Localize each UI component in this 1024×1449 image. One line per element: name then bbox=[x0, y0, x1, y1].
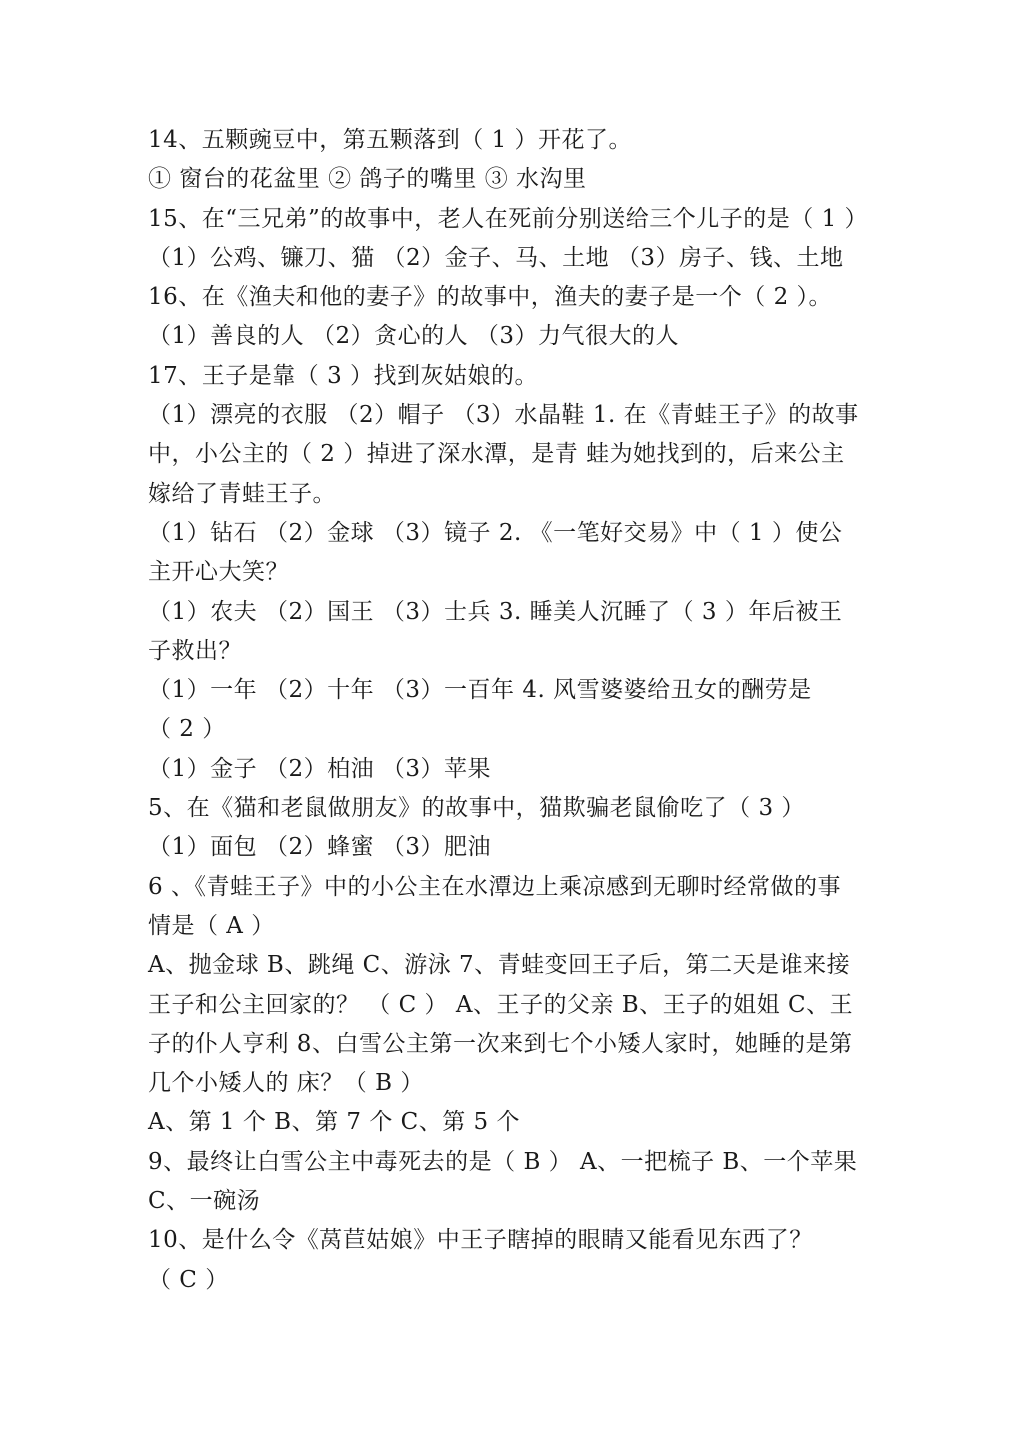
text-line: 16、在《渔夫和他的妻子》的故事中，渔夫的妻子是一个（ 2 ）。 bbox=[148, 284, 833, 311]
text-line: （ C ） bbox=[148, 1266, 229, 1293]
text-line: C、一碗汤 bbox=[148, 1188, 261, 1215]
text-line: 嫁给了青蛙王子。 bbox=[148, 480, 336, 507]
text-line: （1）一年 （2）十年 （3）一百年 4. 风雪婆婆给丑女的酬劳是 bbox=[148, 677, 812, 704]
text-line: 14、五颗豌豆中，第五颗落到（ 1 ）开花了。 bbox=[148, 127, 633, 153]
text-line: （1）漂亮的衣服 （2）帽子 （3）水晶鞋 1. 在《青蛙王子》的故事 bbox=[148, 402, 859, 429]
text-line: （1）金子 （2）柏油 （3）苹果 bbox=[148, 755, 492, 782]
text-line: 10、是什么令《莴苣姑娘》中王子瞎掉的眼睛又能看见东西了？ bbox=[148, 1227, 813, 1254]
text-line: 主开心大笑？ bbox=[148, 559, 289, 586]
text-line: 子救出？ bbox=[148, 637, 242, 664]
text-line: （1）农夫 （2）国王 （3）士兵 3. 睡美人沉睡了（ 3 ）年后被王 bbox=[148, 598, 843, 625]
text-line: 17、王子是靠（ 3 ）找到灰姑娘的。 bbox=[148, 362, 539, 389]
text-line: （1）钻石 （2）金球 （3）镜子 2. 《一笔好交易》中（ 1 ）使公 bbox=[148, 519, 843, 546]
text-line: （ 2 ） bbox=[148, 716, 226, 743]
text-line: ① 窗台的花盆里 ② 鸽子的嘴里 ③ 水沟里 bbox=[148, 166, 587, 193]
text-line: （1）面包 （2）蜂蜜 （3）肥油 bbox=[148, 834, 492, 861]
text-line: 几个小矮人的 床？（ B ） bbox=[148, 1070, 424, 1097]
text-line: （1）公鸡、镰刀、猫 （2）金子、马、土地 （3）房子、钱、土地 bbox=[148, 244, 844, 271]
text-line: A、抛金球 B、跳绳 C、游泳 7、青蛙变回王子后，第二天是谁来接 bbox=[148, 952, 851, 979]
text-line: 中，小公主的（ 2 ）掉进了深水潭，是青 蛙为她找到的，后来公主 bbox=[148, 441, 845, 468]
text-line: 情是（ A ） bbox=[148, 912, 275, 939]
text-line: （1）善良的人 （2）贪心的人 （3）力气很大的人 bbox=[148, 323, 680, 350]
text-line: 子的仆人亨利 8、白雪公主第一次来到七个小矮人家时，她睡的是第 bbox=[148, 1030, 853, 1057]
text-line: A、第 1 个 B、第 7 个 C、第 5 个 bbox=[148, 1109, 520, 1136]
text-line: 15、在“三兄弟”的故事中，老人在死前分别送给三个儿子的是（ 1 ） bbox=[148, 205, 869, 232]
text-line: 9、最终让白雪公主中毒死去的是（ B ） A、一把梳子 B、一个苹果 bbox=[148, 1148, 858, 1175]
text-line: 6 、《青蛙王子》中的小公主在水潭边上乘凉感到无聊时经常做的事 bbox=[148, 873, 841, 900]
quiz-text-block bbox=[148, 121, 888, 1300]
text-line: 王子和公主回家的？ （ C ） A、王子的父亲 B、王子的姐姐 C、王 bbox=[148, 991, 854, 1018]
text-line: 5、在《猫和老鼠做朋友》的故事中，猫欺骗老鼠偷吃了（ 3 ） bbox=[148, 795, 805, 822]
